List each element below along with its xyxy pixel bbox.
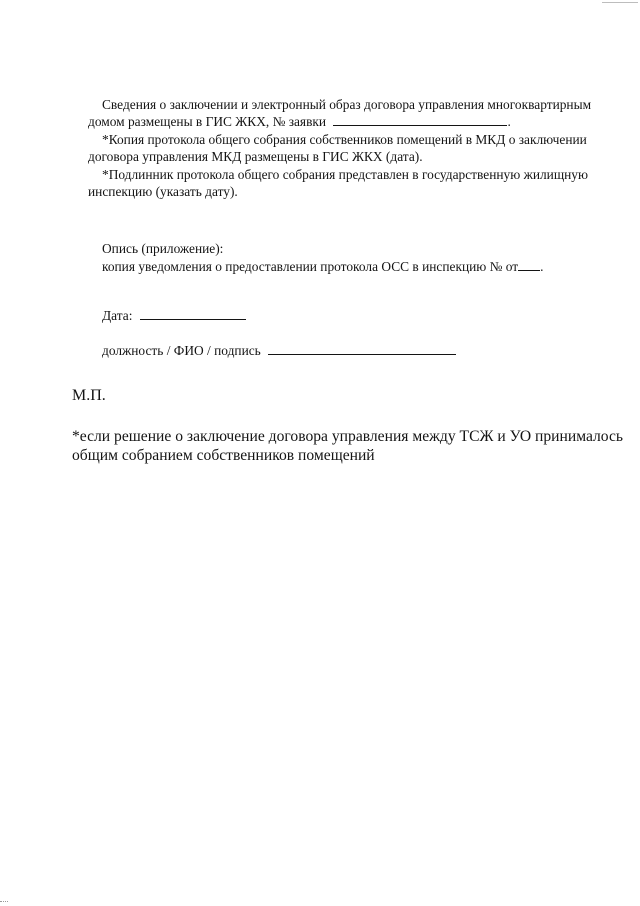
gis-info-paragraph — [102, 97, 626, 114]
inventory-section — [102, 241, 626, 275]
protocol-copy-paragraph-cont — [88, 149, 628, 166]
seal-placeholder: М.П. — [72, 387, 106, 404]
protocol-original-paragraph — [102, 167, 626, 184]
scan-edge-mark — [602, 2, 638, 3]
inventory-item-end: . — [540, 258, 544, 274]
inspection-number-blank[interactable] — [518, 259, 540, 271]
footnote-line-1: *если решение о заключение договора управления между ТСЖ и УО принималось — [72, 428, 624, 445]
signature-blank[interactable] — [268, 343, 456, 355]
gis-info-line-2-text: домом размещены в ГИС ЖКХ, № заявки — [88, 114, 327, 129]
inventory-item-text: копия уведомления о предоставлении протокола ОСС в инспекцию № от — [102, 258, 519, 274]
date-blank[interactable] — [140, 308, 246, 320]
protocol-copy-line-1: *Копия протокола общего собрания собственников помещений в МКД о заключении — [102, 132, 587, 147]
gis-info-line-2-end: . — [507, 114, 511, 129]
footnote — [72, 428, 624, 465]
protocol-original-paragraph-cont — [88, 184, 628, 201]
gis-info-line-1: Сведения о заключении и электронный образ договора управления многоквартирным — [102, 97, 592, 112]
protocol-copy-line-2: договора управления МКД размещены в ГИС ЖКХ (дата). — [88, 149, 423, 164]
scan-edge-mark-bottom — [0, 901, 8, 902]
footnote-line-2: общим собранием собственников помещений — [72, 446, 375, 464]
gis-info-paragraph-cont — [88, 114, 628, 131]
gis-info-line-2 — [88, 114, 628, 131]
inventory-item — [102, 259, 626, 276]
inventory-heading: Опись (приложение): — [102, 241, 224, 256]
protocol-original-line-2: инспекцию (указать дату). — [88, 184, 238, 199]
protocol-original-line-1: *Подлинник протокола общего собрания представлен в государственную жилищную — [102, 167, 589, 182]
signature-row — [102, 343, 626, 360]
request-number-blank[interactable] — [333, 114, 507, 126]
date-label: Дата: — [102, 308, 133, 323]
protocol-copy-paragraph — [102, 132, 626, 149]
signature-label: должность / ФИО / подпись — [102, 343, 261, 358]
date-row — [102, 308, 626, 325]
